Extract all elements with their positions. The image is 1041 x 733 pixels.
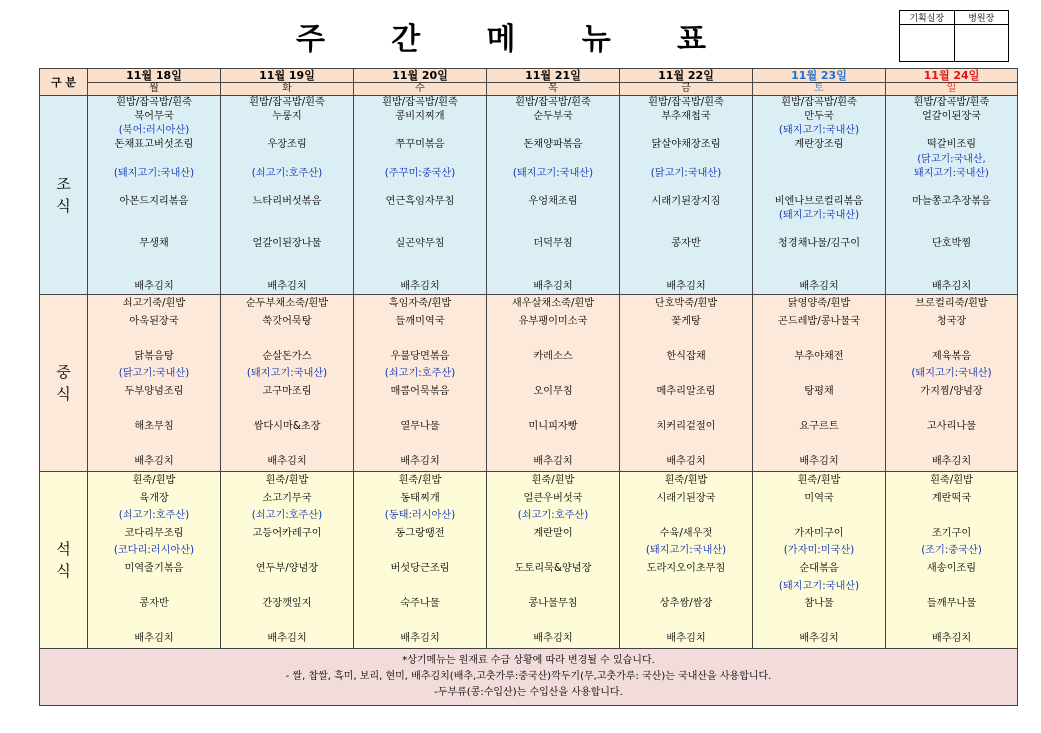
footer-notes — [40, 649, 1018, 706]
approval-sign-planning — [900, 25, 955, 62]
menu-cell — [620, 96, 753, 295]
menu-item — [487, 613, 619, 631]
menu-item: 배추김치 — [931, 456, 972, 468]
menu-item: 순두부국 — [533, 111, 573, 123]
menu-item: 누룽지 — [272, 111, 302, 123]
menu-item: 흰죽/흰밥 — [132, 475, 176, 486]
menu-item — [620, 365, 752, 383]
menu-item: 탕평채 — [804, 385, 834, 397]
menu-item: 닭볶음탕 — [134, 350, 174, 362]
menu-item — [354, 436, 486, 454]
menu-item — [354, 209, 486, 223]
menu-item: 청국장 — [936, 315, 967, 327]
menu-item: 배추김치 — [666, 280, 706, 292]
menu-item — [620, 223, 752, 237]
menu-item: 우장조림 — [267, 139, 307, 151]
menu-item: 흰밥/잡곡밥/흰죽 — [781, 97, 857, 108]
menu-cell — [886, 472, 1018, 649]
origin-note: (닭고기:국내산) — [650, 167, 722, 179]
menu-item — [753, 436, 885, 454]
menu-item: 흰죽/흰밥 — [664, 475, 708, 486]
menu-item: 브로컬리죽/흰밥 — [915, 298, 988, 309]
menu-item — [487, 266, 619, 280]
menu-cell — [88, 295, 221, 472]
menu-cell — [487, 295, 620, 472]
menu-item — [886, 124, 1017, 138]
menu-item: 쌈다시마&초장 — [253, 421, 321, 433]
menu-item: 부추야채전 — [794, 350, 844, 362]
menu-item: 우불당면볶음 — [390, 350, 450, 362]
menu-item: 콩나물무침 — [528, 598, 578, 610]
menu-item: 해초무침 — [134, 421, 174, 433]
menu-item: 들깨미역국 — [395, 315, 445, 327]
menu-item: 흰밥/잡곡밥/흰죽 — [382, 97, 458, 108]
menu-item: 배추김치 — [533, 633, 573, 645]
menu-item — [221, 436, 353, 454]
menu-item: 얼갈이된장나물 — [252, 238, 322, 250]
menu-cell — [221, 472, 354, 649]
menu-item: 간장깻잎지 — [262, 598, 312, 610]
menu-item: 고등어카레구이 — [252, 527, 322, 539]
menu-item: 순두부채소죽/흰밥 — [245, 298, 329, 309]
weekday-header: 월 — [88, 83, 221, 96]
weekly-menu-table — [39, 68, 1018, 706]
menu-item — [487, 578, 619, 596]
menu-cell — [88, 472, 221, 649]
gubun-header: 구 분 — [40, 69, 88, 96]
menu-item: 미역줄기볶음 — [124, 562, 184, 574]
menu-item: 제육볶음 — [931, 350, 972, 362]
menu-item: 우엉채조림 — [528, 195, 578, 207]
menu-item: 콩자반 — [139, 598, 169, 610]
menu-item: 상추쌈/쌈장 — [659, 598, 713, 610]
menu-item: 육개장 — [139, 492, 169, 504]
page-title — [296, 16, 706, 56]
menu-item: 콩비지찌개 — [395, 111, 445, 123]
approval-label-planning: 기획실장 — [900, 11, 955, 25]
menu-item — [354, 223, 486, 237]
menu-item — [354, 330, 486, 348]
menu-item — [221, 181, 353, 195]
menu-item — [354, 401, 486, 419]
menu-item: 배추김치 — [931, 280, 972, 292]
menu-item — [221, 153, 353, 167]
weekday-header: 목 — [487, 83, 620, 96]
menu-item: 배추김치 — [666, 456, 706, 468]
menu-cell — [753, 472, 886, 649]
menu-item — [620, 209, 752, 223]
menu-cell — [753, 96, 886, 295]
menu-item: 배추김치 — [267, 280, 307, 292]
menu-cell — [620, 472, 753, 649]
menu-item — [753, 365, 885, 383]
menu-item: 새우살채소죽/흰밥 — [511, 298, 595, 309]
origin-note: (쇠고기:호주산) — [384, 368, 456, 380]
menu-item: 가지찜/양념장 — [920, 385, 983, 397]
menu-item — [620, 153, 752, 167]
menu-cell — [620, 295, 753, 472]
title-char: 뉴 — [581, 22, 611, 57]
menu-item — [88, 223, 220, 237]
menu-cell — [886, 295, 1018, 472]
menu-cell — [354, 96, 487, 295]
origin-note: (돼지고기:국내산) — [911, 368, 992, 380]
menu-item: 메추리알조림 — [656, 385, 716, 397]
menu-item: 더덕무침 — [533, 238, 573, 250]
menu-item — [620, 436, 752, 454]
menu-item: 쭈꾸미볶음 — [395, 139, 445, 151]
menu-item: 시래기된장지짐 — [651, 195, 721, 207]
menu-item — [886, 266, 1017, 280]
menu-cell — [487, 96, 620, 295]
menu-item: 유부팽이미소국 — [518, 315, 588, 327]
menu-item — [620, 578, 752, 596]
menu-item: 닭살야채장조림 — [651, 139, 721, 151]
menu-item — [753, 153, 885, 167]
weekday-header: 화 — [221, 83, 354, 96]
origin-note: (돼지고기:국내산) — [778, 125, 860, 137]
menu-item: 배추김치 — [267, 456, 307, 468]
menu-item — [88, 330, 220, 348]
menu-item: 고사리나물 — [926, 421, 977, 433]
menu-item: 계란떡국 — [931, 492, 972, 504]
menu-item: 카레소스 — [533, 350, 573, 362]
menu-item — [753, 330, 885, 348]
menu-item: 돈채양파볶음 — [523, 139, 583, 151]
menu-item — [753, 167, 885, 181]
title-char: 간 — [391, 22, 421, 57]
menu-item: 요구르트 — [799, 421, 839, 433]
menu-item: 마늘쫑고추장볶음 — [912, 195, 991, 207]
menu-item — [487, 153, 619, 167]
origin-note: (돼지고기:국내산) — [512, 167, 594, 179]
menu-item: 흰밥/잡곡밥/흰죽 — [515, 97, 591, 108]
menu-item: 떡갈비조림 — [926, 139, 977, 151]
footer-line: *상기메뉴는 원재료 수급 상황에 따라 변경될 수 있습니다. — [402, 655, 655, 666]
menu-item: 코다리무조림 — [124, 527, 184, 539]
menu-item — [354, 542, 486, 560]
menu-item: 순대볶음 — [799, 562, 839, 574]
menu-item: 연두부/양념장 — [255, 562, 319, 574]
menu-item — [886, 578, 1017, 596]
menu-item — [753, 613, 885, 631]
menu-item: 비엔나브로컬리볶음 — [774, 195, 864, 207]
menu-item — [487, 223, 619, 237]
title-char: 주 — [296, 22, 325, 57]
menu-item — [221, 330, 353, 348]
origin-note: (돼지고기:국내산) — [778, 580, 860, 592]
menu-item — [620, 401, 752, 419]
menu-cell — [88, 96, 221, 295]
menu-item — [487, 124, 619, 138]
menu-item: 소고기무국 — [262, 492, 312, 504]
menu-item: 얼갈이된장국 — [921, 111, 982, 123]
menu-item: 흰죽/흰밥 — [265, 475, 309, 486]
menu-item: 배추김치 — [533, 280, 573, 292]
menu-item — [487, 252, 619, 266]
meal-label: 석 식 — [40, 472, 88, 649]
menu-item — [753, 181, 885, 195]
date-header: 11월 21일 — [487, 69, 620, 83]
menu-item: 콩자반 — [671, 238, 701, 250]
origin-note: (닭고기:국내산, 돼지고기:국내산) — [914, 153, 989, 179]
footer-line: - 쌀, 찹쌀, 흑미, 보리, 현미, 배추김치(배추,고춧가루:중국산)깍두기(무,고춧가루: 국산)는 국내산을 사용합니다. — [285, 671, 772, 682]
menu-cell — [221, 295, 354, 472]
menu-item: 계란말이 — [533, 527, 573, 539]
menu-item — [88, 153, 220, 167]
menu-item: 흰밥/잡곡밥/흰죽 — [116, 97, 192, 108]
menu-item: 단호박찜 — [931, 238, 972, 250]
menu-item: 숙주나물 — [400, 598, 440, 610]
menu-item — [354, 181, 486, 195]
menu-item — [886, 181, 1017, 195]
menu-item: 단호박죽/흰밥 — [654, 298, 718, 309]
menu-item — [620, 124, 752, 138]
menu-item: 쑥갓어묵탕 — [262, 315, 312, 327]
menu-item: 무생채 — [139, 238, 169, 250]
menu-item — [753, 266, 885, 280]
menu-item: 꽃게탕 — [671, 315, 701, 327]
menu-item — [221, 578, 353, 596]
menu-item: 청경채나물/김구이 — [777, 238, 861, 250]
origin-note: (조기:중국산) — [921, 545, 982, 557]
menu-item: 북어무국 — [134, 111, 174, 123]
menu-item — [886, 613, 1017, 631]
menu-item: 얼큰우버섯국 — [523, 492, 583, 504]
menu-item: 배추김치 — [666, 633, 706, 645]
menu-item — [88, 252, 220, 266]
menu-item — [221, 542, 353, 560]
title-char: 메 — [486, 22, 516, 57]
menu-item — [886, 209, 1017, 223]
menu-item — [354, 578, 486, 596]
menu-item — [221, 124, 353, 138]
menu-item: 도토리묵&양념장 — [514, 562, 592, 574]
menu-item: 아몬드지리볶음 — [119, 195, 189, 207]
footer-line: -두부류(콩:수입산)는 수입산을 사용합니다. — [434, 687, 623, 698]
date-header: 11월 22일 — [620, 69, 753, 83]
approval-sign-director — [954, 25, 1009, 62]
menu-item — [487, 436, 619, 454]
origin-note: (돼지고기:국내산) — [778, 210, 860, 222]
menu-item — [88, 401, 220, 419]
menu-item: 흰밥/잡곡밥/흰죽 — [913, 97, 990, 108]
menu-item: 배추김치 — [267, 633, 307, 645]
menu-item: 부추재첩국 — [661, 111, 711, 123]
menu-item — [886, 401, 1017, 419]
menu-item — [354, 153, 486, 167]
menu-item — [88, 613, 220, 631]
menu-item: 배추김치 — [799, 280, 839, 292]
menu-item — [88, 181, 220, 195]
menu-item: 닭영양죽/흰밥 — [787, 298, 851, 309]
menu-item: 연근흑임자무침 — [385, 195, 455, 207]
origin-note: (쇠고기:호주산) — [251, 167, 323, 179]
origin-note: (쇠고기:호주산) — [517, 510, 589, 522]
menu-item: 순살돈가스 — [262, 350, 312, 362]
menu-item: 만두국 — [804, 111, 834, 123]
menu-item — [221, 252, 353, 266]
menu-item: 흰죽/흰밥 — [531, 475, 575, 486]
menu-item: 흰죽/흰밥 — [398, 475, 442, 486]
menu-item — [886, 330, 1017, 348]
menu-item: 배추김치 — [400, 280, 440, 292]
approval-box — [899, 10, 1009, 62]
menu-item: 곤드레밥/콩나물국 — [777, 315, 861, 327]
date-header: 11월 18일 — [88, 69, 221, 83]
menu-item — [354, 124, 486, 138]
menu-item: 열무나물 — [400, 421, 440, 433]
menu-cell — [886, 96, 1018, 295]
weekday-header: 토 — [753, 83, 886, 96]
origin-note: (쇠고기:호주산) — [118, 510, 190, 522]
menu-item: 치커리겉절이 — [656, 421, 716, 433]
menu-cell — [487, 472, 620, 649]
menu-cell — [221, 96, 354, 295]
origin-note: (닭고기:국내산) — [118, 368, 190, 380]
title-char: 표 — [677, 22, 706, 57]
menu-item: 고구마조림 — [262, 385, 312, 397]
menu-item: 배추김치 — [400, 633, 440, 645]
menu-item — [487, 365, 619, 383]
origin-note: (돼지고기:국내산) — [246, 368, 328, 380]
menu-item — [88, 436, 220, 454]
weekday-header: 일 — [886, 83, 1018, 96]
menu-item: 시래기된장국 — [656, 492, 716, 504]
menu-item — [753, 252, 885, 266]
menu-item — [753, 507, 885, 525]
menu-item: 배추김치 — [799, 633, 839, 645]
menu-cell — [753, 295, 886, 472]
menu-item — [221, 209, 353, 223]
menu-item — [487, 330, 619, 348]
menu-item: 수육/새우젓 — [659, 527, 713, 539]
menu-item — [620, 266, 752, 280]
menu-item — [354, 266, 486, 280]
menu-item — [354, 252, 486, 266]
menu-item: 배추김치 — [799, 456, 839, 468]
menu-item — [487, 181, 619, 195]
weekday-header: 금 — [620, 83, 753, 96]
menu-item: 느타리버섯볶음 — [252, 195, 322, 207]
date-header: 11월 19일 — [221, 69, 354, 83]
menu-item — [487, 209, 619, 223]
menu-item — [620, 330, 752, 348]
meal-label: 조 식 — [40, 96, 88, 295]
menu-cell — [354, 472, 487, 649]
menu-item: 배추김치 — [134, 280, 174, 292]
menu-item — [620, 507, 752, 525]
menu-item: 흰죽/흰밥 — [797, 475, 841, 486]
origin-note: (코다리:러시아산) — [113, 545, 195, 557]
menu-item: 한식잡채 — [666, 350, 706, 362]
menu-item — [221, 401, 353, 419]
origin-note: (동태:러시아산) — [384, 510, 456, 522]
origin-note: (돼지고기:국내산) — [645, 545, 727, 557]
menu-item — [886, 436, 1017, 454]
menu-item: 조기구이 — [931, 527, 972, 539]
menu-item — [886, 252, 1017, 266]
menu-item: 배추김치 — [134, 633, 174, 645]
menu-item — [88, 578, 220, 596]
meal-label: 중 식 — [40, 295, 88, 472]
menu-item: 아욱된장국 — [129, 315, 179, 327]
menu-item — [753, 401, 885, 419]
origin-note: (쇠고기:호주산) — [251, 510, 323, 522]
menu-item: 배추김치 — [931, 633, 972, 645]
menu-item: 미역국 — [804, 492, 834, 504]
menu-item: 참나물 — [804, 598, 834, 610]
date-header: 11월 24일 — [886, 69, 1018, 83]
menu-item: 동태찌개 — [400, 492, 440, 504]
weekday-header: 수 — [354, 83, 487, 96]
menu-item — [221, 613, 353, 631]
origin-note: (주꾸미:중국산) — [384, 167, 456, 179]
menu-item — [620, 252, 752, 266]
menu-item — [221, 266, 353, 280]
menu-item — [886, 507, 1017, 525]
menu-item: 두부양념조림 — [124, 385, 184, 397]
origin-note: (가자미:미국산) — [783, 545, 855, 557]
menu-item: 미니피자빵 — [528, 421, 578, 433]
menu-item: 흰밥/잡곡밥/흰죽 — [648, 97, 724, 108]
menu-item — [88, 209, 220, 223]
menu-item: 들깨무나물 — [926, 598, 977, 610]
menu-item — [620, 181, 752, 195]
menu-item — [221, 223, 353, 237]
date-header: 11월 23일 — [753, 69, 886, 83]
origin-note: (돼지고기:국내산) — [113, 167, 195, 179]
menu-item: 계란장조림 — [794, 139, 844, 151]
menu-item: 쇠고기죽/흰밥 — [122, 298, 186, 309]
menu-item: 흰죽/흰밥 — [930, 475, 973, 486]
menu-item — [886, 167, 1017, 181]
menu-item: 배추김치 — [533, 456, 573, 468]
approval-label-director: 병원장 — [954, 11, 1009, 25]
menu-item: 가자미구이 — [794, 527, 844, 539]
menu-item: 돈채표고버섯조림 — [114, 139, 194, 151]
menu-item — [354, 613, 486, 631]
menu-item: 실곤약무침 — [395, 238, 445, 250]
origin-note: (북어:러시아산) — [118, 125, 190, 137]
menu-item: 동그랑땡전 — [395, 527, 445, 539]
menu-item — [620, 613, 752, 631]
menu-item — [487, 542, 619, 560]
menu-item — [753, 223, 885, 237]
menu-item — [886, 223, 1017, 237]
date-header: 11월 20일 — [354, 69, 487, 83]
menu-cell — [354, 295, 487, 472]
menu-item: 버섯당근조림 — [390, 562, 450, 574]
menu-item: 배추김치 — [134, 456, 174, 468]
menu-item — [88, 266, 220, 280]
menu-item — [487, 401, 619, 419]
menu-item: 흰밥/잡곡밥/흰죽 — [249, 97, 325, 108]
menu-item: 도라지오이초무침 — [646, 562, 726, 574]
menu-item: 흑임자죽/흰밥 — [388, 298, 452, 309]
menu-item: 매콤어묵볶음 — [390, 385, 450, 397]
menu-item: 오이무침 — [533, 385, 573, 397]
menu-item: 배추김치 — [400, 456, 440, 468]
menu-item: 새송이조림 — [926, 562, 977, 574]
